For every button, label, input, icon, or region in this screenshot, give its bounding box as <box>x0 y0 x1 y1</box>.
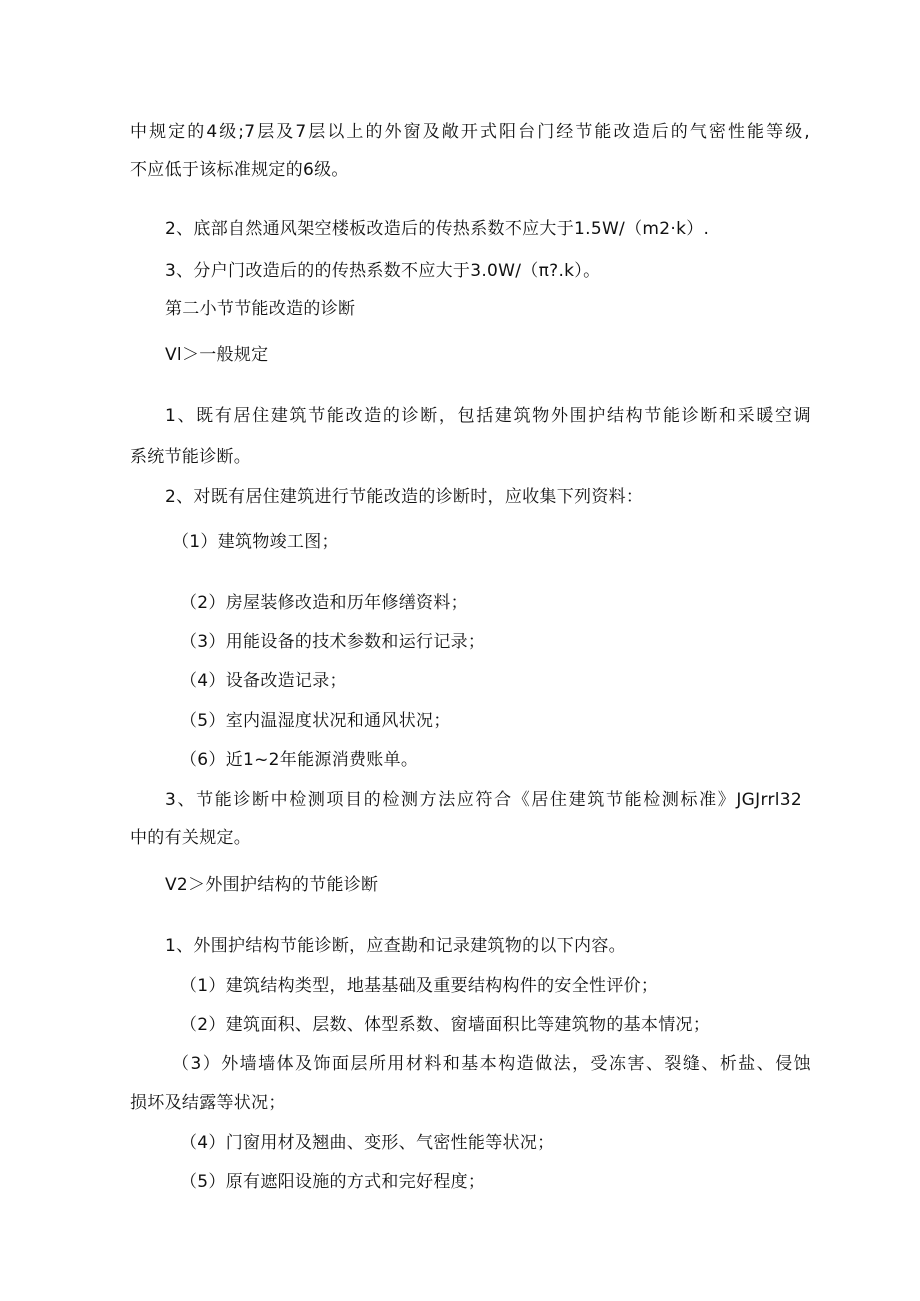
envelope-item-4: （4）门窗用材及翘曲、变形、气密性能等状况； <box>180 1133 555 1153</box>
envelope-item-5: （5）原有遮阳设施的方式和完好程度； <box>180 1172 486 1192</box>
envelope-item-2: （2）建筑面积、层数、体型系数、窗墙面积比等建筑物的基本情况； <box>180 1015 711 1035</box>
list-item-4: （4）设备改造记录； <box>180 671 347 691</box>
text-line-2: 不应低于该标准规定的6级。 <box>130 160 349 180</box>
subsection-heading-envelope: V2＞外围护结构的节能诊断 <box>165 875 379 895</box>
list-item-5: （5）室内温湿度状况和通风状况； <box>180 711 451 731</box>
envelope-item-3: （3）外墙墙体及饰面层所用材料和基本构造做法，受冻害、裂缝、析盐、侵蚀 <box>172 1054 811 1074</box>
subsection-heading-general: Vl＞一般规定 <box>165 345 269 365</box>
section-heading: 第二小节节能改造的诊断 <box>165 299 356 319</box>
text-line-4: 3、分户门改造后的的传热系数不应大于3.0W∕（π?.k）。 <box>165 261 601 281</box>
envelope-item-3-cont: 损坏及结露等状况； <box>130 1093 286 1113</box>
text-line-1: 中规定的4级;7层及7层以上的外窗及敞开式阳台门经节能改造后的气密性能等级, <box>130 122 810 142</box>
text-line-19: 1、外围护结构节能诊断，应查勘和记录建筑物的以下内容。 <box>165 936 626 956</box>
list-item-2: （2）房屋装修改造和历年修缮资料； <box>180 593 468 613</box>
text-line-3: 2、底部自然通风架空楼板改造后的传热系数不应大于1.5W∕（m2·k）. <box>165 219 710 239</box>
text-line-16: 3、节能诊断中检测项目的检测方法应符合《居住建筑节能检测标准》JGJrrl32 <box>165 790 802 810</box>
text-line-7: 1、既有居住建筑节能改造的诊断，包括建筑物外围护结构节能诊断和采暖空调 <box>165 406 811 426</box>
text-line-17: 中的有关规定。 <box>130 828 252 848</box>
list-item-3: （3）用能设备的技术参数和运行记录； <box>180 632 486 652</box>
list-item-1: （1）建筑物竣工图； <box>172 532 339 552</box>
text-line-9: 2、对既有居住建筑进行节能改造的诊断时，应收集下列资料： <box>165 487 644 507</box>
list-item-6: （6）近1~2年能源消费账单。 <box>180 750 419 770</box>
envelope-item-1: （1）建筑结构类型，地基基础及重要结构构件的安全性评价； <box>180 976 659 996</box>
text-line-8: 系统节能诊断。 <box>130 447 252 467</box>
